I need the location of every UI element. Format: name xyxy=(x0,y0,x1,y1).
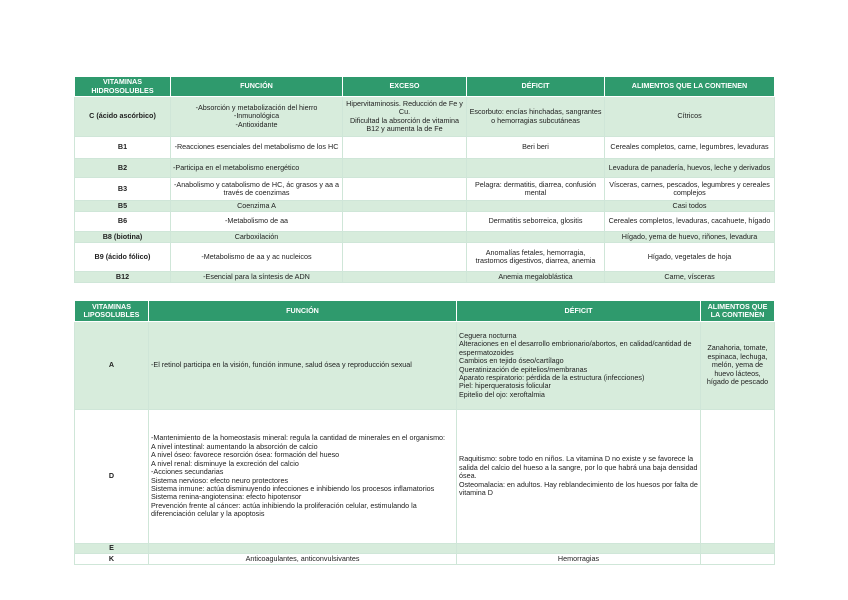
deficit-cell: Anemia megaloblástica xyxy=(467,272,605,283)
alimentos-cell: Zanahoria, tomate, espinaca, lechuga, melón, yema de huevo lácteos, hígado de pescado xyxy=(701,322,775,410)
table-row xyxy=(75,243,775,272)
alimentos-cell: Casi todos xyxy=(605,201,775,212)
table-row xyxy=(75,178,775,201)
liposolubles-table xyxy=(74,300,775,565)
lipo-header-deficit: DÉFICIT xyxy=(457,301,701,322)
vitamin-name: B9 (ácido fólico) xyxy=(75,243,171,272)
deficit-cell: Escorbuto: encías hinchadas, sangrantes o hemorragias subcutáneas xyxy=(467,97,605,137)
deficit-cell xyxy=(457,544,701,554)
table-row xyxy=(75,232,775,243)
funcion-cell: -Reacciones esenciales del metabolismo de los HC xyxy=(171,137,343,159)
exceso-cell xyxy=(343,201,467,212)
deficit-cell: Anomalías fetales, hemorragia, trastornos digestivos, diarrea, anemia xyxy=(467,243,605,272)
table-row xyxy=(75,212,775,232)
deficit-cell xyxy=(467,201,605,212)
alimentos-cell: Carne, vísceras xyxy=(605,272,775,283)
table-row xyxy=(75,410,775,544)
alimentos-cell: Cítricos xyxy=(605,97,775,137)
vitamin-name: K xyxy=(75,554,149,565)
hidro-header-vitaminas: VITAMINAS HIDROSOLUBLES xyxy=(75,77,171,97)
table-row xyxy=(75,272,775,283)
vitamin-name: D xyxy=(75,410,149,544)
funcion-cell: Anticoagulantes, anticonvulsivantes xyxy=(149,554,457,565)
hidro-header-row xyxy=(75,77,775,97)
funcion-cell: -El retinol participa en la visión, función inmune, salud ósea y reproducción sexual xyxy=(149,322,457,410)
vitamin-name: A xyxy=(75,322,149,410)
vitamin-name: E xyxy=(75,544,149,554)
funcion-cell: Coenzima A xyxy=(171,201,343,212)
lipo-header-alimentos: ALIMENTOS QUE LA CONTIENEN xyxy=(701,301,775,322)
vitamin-name: B1 xyxy=(75,137,171,159)
table-row xyxy=(75,97,775,137)
vitamin-name: B12 xyxy=(75,272,171,283)
funcion-cell: -Metabolismo de aa y ac nucleicos xyxy=(171,243,343,272)
table-row xyxy=(75,159,775,178)
alimentos-cell: Cereales completos, levaduras, cacahuete, hígado xyxy=(605,212,775,232)
exceso-cell xyxy=(343,178,467,201)
deficit-cell: Hemorragias xyxy=(457,554,701,565)
deficit-cell: Raquitismo: sobre todo en niños. La vitamina D no existe y se favorece la salida del calcio del hueso a la sangre, por lo que habrá una baja densidad ósea. Osteomalacia: en adultos. Hay reblandecimiento de los huesos por falta de vitamina D xyxy=(457,410,701,544)
alimentos-cell: Cereales completos, carne, legumbres, levaduras xyxy=(605,137,775,159)
funcion-cell: -Participa en el metabolismo energético xyxy=(171,159,343,178)
funcion-cell: -Metabolismo de aa xyxy=(171,212,343,232)
vitamin-name: B6 xyxy=(75,212,171,232)
alimentos-cell: Hígado, yema de huevo, riñones, levadura xyxy=(605,232,775,243)
alimentos-cell xyxy=(701,554,775,565)
table-row xyxy=(75,137,775,159)
table-row xyxy=(75,322,775,410)
funcion-cell: -Mantenimiento de la homeostasis mineral: regula la cantidad de minerales en el organismo: A nivel intestinal: aumentando la absorción de calcio A nivel óseo: favorece resorción ósea: formación del hueso A nivel renal: disminuye la excreción del calcio -Acciones secundarias Sistema nervioso: efecto neuro protectores Sistema inmune: actúa disminuyendo infecciones e inhibiendo los procesos inflamatorios Sistema renina-angiotensina: efecto hipotensor Prevención frente al cáncer: actúa inhibiendo la proliferación celular, estimulando la diferenciación celular y la apoptosis xyxy=(149,410,457,544)
deficit-cell: Ceguera nocturna Alteraciones en el desarrollo embrionario/abortos, en calidad/cantidad de espermatozoides Cambios en tejido óseo/cartílago Queratinización de epitelios/membranas Aparato respiratorio: pérdida de la estructura (infecciones) Piel: hiperqueratosis folicular Epitelio del ojo: xeroftalmia xyxy=(457,322,701,410)
hidro-header-deficit: DÉFICIT xyxy=(467,77,605,97)
table-row xyxy=(75,201,775,212)
table-row xyxy=(75,554,775,565)
hidrosolubles-table xyxy=(74,76,775,283)
alimentos-cell xyxy=(701,410,775,544)
exceso-cell xyxy=(343,232,467,243)
deficit-cell: Dermatitis seborreica, glositis xyxy=(467,212,605,232)
vitamin-name: B3 xyxy=(75,178,171,201)
funcion-cell: -Absorción y metabolización del hierro -Inmunológica -Antioxidante xyxy=(171,97,343,137)
exceso-cell xyxy=(343,243,467,272)
hidro-header-alimentos: ALIMENTOS QUE LA CONTIENEN xyxy=(605,77,775,97)
funcion-cell xyxy=(149,544,457,554)
funcion-cell: -Esencial para la síntesis de ADN xyxy=(171,272,343,283)
exceso-cell: Hipervitaminosis. Reducción de Fe y Cu. Dificultad la absorción de vitamina B12 y aumenta la de Fe xyxy=(343,97,467,137)
vitamin-name: B2 xyxy=(75,159,171,178)
alimentos-cell: Hígado, vegetales de hoja xyxy=(605,243,775,272)
vitamin-name: B5 xyxy=(75,201,171,212)
lipo-header-row xyxy=(75,301,775,322)
table-row xyxy=(75,544,775,554)
hidro-header-funcion: FUNCIÓN xyxy=(171,77,343,97)
alimentos-cell xyxy=(701,544,775,554)
alimentos-cell: Levadura de panadería, huevos, leche y derivados xyxy=(605,159,775,178)
lipo-header-vitaminas: VITAMINAS LIPOSOLUBLES xyxy=(75,301,149,322)
lipo-header-funcion: FUNCIÓN xyxy=(149,301,457,322)
exceso-cell xyxy=(343,272,467,283)
exceso-cell xyxy=(343,159,467,178)
deficit-cell: Beri beri xyxy=(467,137,605,159)
deficit-cell: Pelagra: dermatitis, diarrea, confusión mental xyxy=(467,178,605,201)
deficit-cell xyxy=(467,232,605,243)
funcion-cell: Carboxilación xyxy=(171,232,343,243)
vitamin-name: C (ácido ascórbico) xyxy=(75,97,171,137)
deficit-cell xyxy=(467,159,605,178)
funcion-cell: -Anabolismo y catabolismo de HC, ác grasos y aa a través de coenzimas xyxy=(171,178,343,201)
hidro-header-exceso: EXCESO xyxy=(343,77,467,97)
exceso-cell xyxy=(343,137,467,159)
exceso-cell xyxy=(343,212,467,232)
alimentos-cell: Vísceras, carnes, pescados, legumbres y cereales complejos xyxy=(605,178,775,201)
vitamin-name: B8 (biotina) xyxy=(75,232,171,243)
